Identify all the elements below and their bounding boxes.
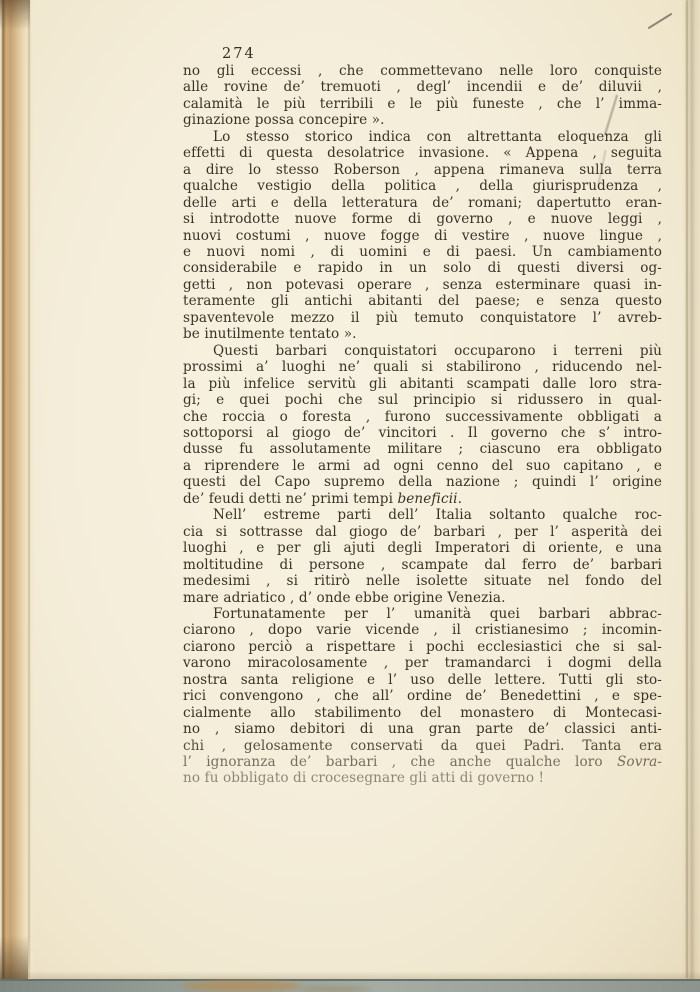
text-line: che roccia o foresta , furono successivamente obbligati a	[183, 408, 662, 425]
text-line: moltitudine di persone , scampate dal ferro de’ barbari	[183, 556, 662, 573]
text-line: gi; e quei pochi che sul principio si ridussero in qual-	[183, 392, 662, 409]
text-line: dusse fu assolutamente militare ; ciascuno era obbligato	[183, 441, 662, 458]
text-line: l’ ignoranza de’ barbari , che anche qualche loro Sovra-	[183, 754, 662, 771]
text-line: cia si sottrasse dal giogo de’ barbari , per l’ asperità dei	[183, 523, 662, 540]
page-bottom-shadow	[0, 971, 700, 979]
text-line: teramente gli antichi abitanti del paese; e senza questo	[183, 293, 662, 310]
text-line: prossimi a’ luoghi ne’ quali si stabilirono , riducendo nel-	[183, 359, 662, 376]
scratch-mark	[648, 13, 673, 30]
text-line: delle arti e della letteratura de’ romani; dapertutto eran-	[183, 194, 662, 211]
stain-mark	[182, 981, 302, 991]
text-line: spaventevole mezzo il più temuto conquistatore l’ avreb-	[183, 309, 662, 326]
text-line: Lo stesso storico indica con altrettanta eloquenza gli	[213, 128, 662, 145]
paragraphs-container	[183, 63, 662, 787]
text-line: calamità le più terribili e le più funeste , che l’ imma-	[183, 95, 662, 112]
text-line: e nuovi nomi , di uomini e di paesi. Un cambiamento	[183, 243, 662, 260]
text-line: luoghi , e per gli ajuti degli Imperatori di oriente, e una	[183, 540, 662, 557]
text-line: a dire lo stesso Roberson , appena rimaneva sulla terra	[183, 161, 662, 178]
text-line: no gli eccessi , che commettevano nelle loro conquiste	[183, 63, 662, 79]
paragraph	[183, 129, 662, 343]
text-line: getti , non potevasi operare , senza esterminare quasi in-	[183, 276, 662, 293]
paragraph	[183, 507, 662, 606]
page-right-edge-line	[686, 0, 688, 978]
text-line: Nell’ estreme parti dell’ Italia soltanto qualche roc-	[213, 507, 662, 524]
stain-mark	[300, 986, 370, 992]
text-line: nostra santa religione e l’ uso delle lettere. Tutti gli sto-	[183, 671, 662, 688]
text-line: rici convengono , che all’ ordine de’ Benedettini , e spe-	[183, 688, 662, 705]
spine-crease-line	[28, 0, 30, 978]
text-line: la più infelice servitù gli abitanti scampati dalle loro stra-	[183, 375, 662, 392]
text-line: be inutilmente tentato ».	[183, 326, 357, 343]
paragraph	[183, 63, 662, 129]
text-line: ginazione possa concepire ».	[183, 112, 385, 129]
text-line: ciarono perciò a rispettare i pochi ecclesiastici che si sal-	[183, 638, 662, 655]
text-line: cialmente allo stabilimento del monastero di Montecasi-	[183, 704, 662, 721]
paragraph	[183, 606, 662, 787]
text-line: nuovi costumi , nuove fogge di vestire , nuove lingue ,	[183, 227, 662, 244]
text-line: mare adriatico , d’ onde ebbe origine Venezia.	[183, 589, 506, 606]
text-line: alle rovine de’ tremuoti , degl’ incendii e de’ diluvii ,	[183, 79, 662, 96]
text-line: si introdotte nuove forme di governo , e nuove leggi ,	[183, 211, 662, 228]
text-line: chi , gelosamente conservati da quei Padri. Tanta era	[183, 737, 662, 754]
page-text	[183, 46, 662, 787]
text-line: effetti di questa desolatrice invasione. « Appena , seguita	[183, 145, 662, 162]
text-line: no fu obbligato di crocesegnare gli atti di governo !	[183, 770, 545, 787]
text-line: varono miracolosamente , per tramandarci i dogmi della	[183, 655, 662, 672]
text-line: Fortunatamente per l’ umanità quei barbari abbrac-	[213, 605, 662, 622]
page-number: 274	[222, 46, 256, 62]
text-line: medesimi , si ritirò nelle isolette situate nel fondo del	[183, 573, 662, 590]
text-line: a riprendere le armi ad ogni cenno del suo capitano , e	[183, 457, 662, 474]
paragraph	[183, 343, 662, 508]
text-line: questi del Capo supremo della nazione ; quindi l’ origine	[183, 474, 662, 491]
book-spine-edge	[0, 0, 36, 982]
text-line: Questi barbari conquistatori occuparono i terreni più	[213, 342, 662, 359]
text-line: qualche vestigio della politica , della giurisprudenza ,	[183, 178, 662, 195]
text-line: considerabile e rapido in un solo di questi diversi og-	[183, 260, 662, 277]
text-line: ciarono , dopo varie vicende , il cristianesimo ; incomin-	[183, 622, 662, 639]
text-line: no , siamo debitori di una gran parte de’ classici anti-	[183, 721, 662, 738]
text-line: de’ feudi detti ne’ primi tempi beneficii.	[183, 490, 463, 507]
page-right-edge	[682, 0, 700, 982]
text-line: sottoporsi al giogo de’ vincitori . Il governo che s’ intro-	[183, 424, 662, 441]
